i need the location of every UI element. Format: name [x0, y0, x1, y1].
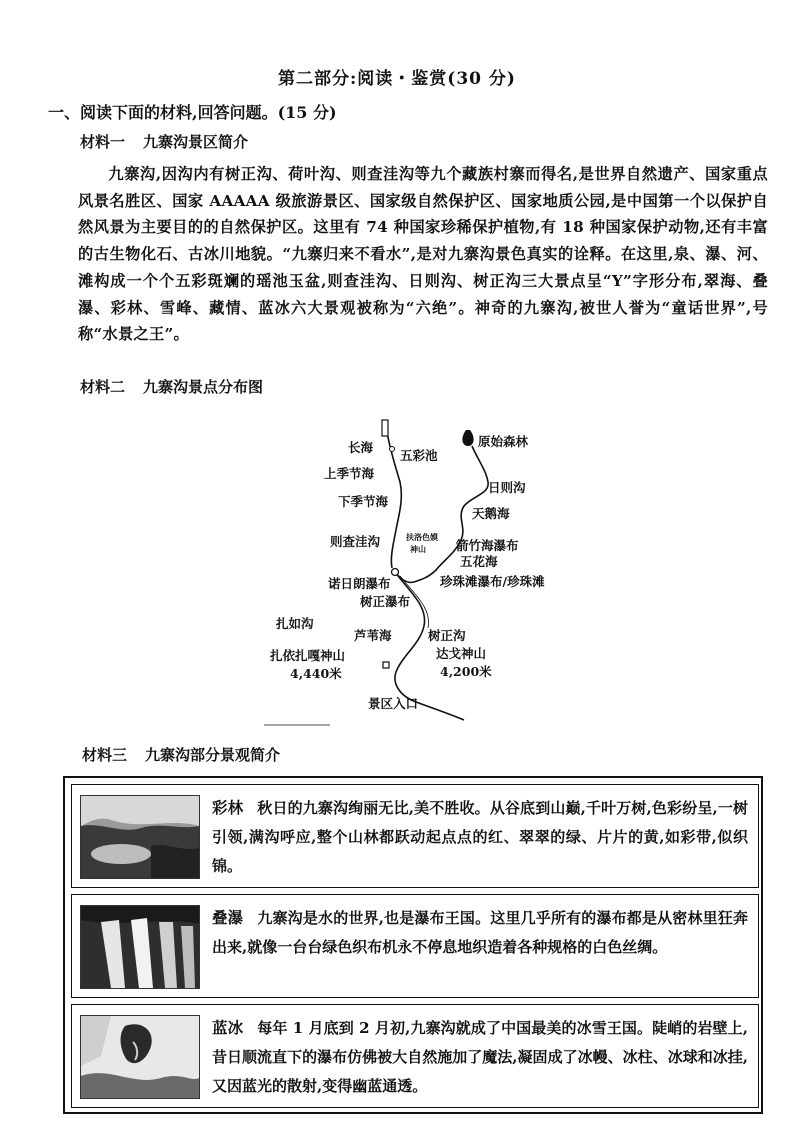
material2-heading	[80, 376, 281, 397]
nuorilang-marker	[392, 569, 399, 576]
label-xiajijie: 下季节海	[338, 494, 389, 509]
label-shenshan-2: 神山	[410, 544, 426, 554]
material2-label: 材料二	[80, 378, 126, 396]
scene-text	[212, 793, 748, 881]
label-wuhua: 五花海	[460, 554, 498, 569]
label-zhenzhu: 珍珠滩瀑布/珍珠滩	[440, 574, 545, 589]
material1-text: 九寨沟,因沟内有树正沟、荷叶沟、则查洼沟等九个藏族村寨而得名,是世界自然遗产、国家重点风景名胜区、国家 AAAAA 级旅游景区、国家级自然保护区、国家地质公园,是中国第一个以保护自然风景为主要目的的自然保护区。这里有 74 种国家珍稀保护植物,有 18 种国家保护动物,还有丰富的古生物化石、古冰川地貌。“九寨归来不看水”,是对九寨沟景色真实的诠释。在这里,泉、瀑、河、滩构成一个个五彩斑斓的瑶池玉盆,则查洼沟、日则沟、树正沟三大景点呈“Y”字形分布,翠海、叠瀑、彩林、雪峰、藏情、蓝冰六大景观被称为“六绝”。神奇的九寨沟,被世人誉为“童话世界”,号称“水景之王”。	[78, 165, 768, 344]
label-zhayi-height: 4,440米	[290, 666, 342, 681]
entrance-marker	[383, 662, 389, 668]
material3-label: 材料三	[82, 746, 128, 764]
label-nuorilang: 诺日朗瀑布	[328, 576, 391, 591]
label-wucaichi: 五彩池	[400, 448, 438, 463]
changhai-marker	[382, 420, 388, 436]
label-jianzhu: 箭竹海瀑布	[456, 538, 519, 553]
label-luwei: 芦苇海	[354, 628, 392, 643]
scene-desc: 秋日的九寨沟绚丽无比,美不胜收。从谷底到山巅,千叶万树,色彩纷呈,一树引领,满沟呼应,整个山林都跃动起点点的红、翠翠的绿、片片的黄,如彩带,似织锦。	[212, 799, 748, 875]
label-shangjijie: 上季节海	[324, 466, 375, 481]
label-shuzheng-pubu: 树正瀑布	[360, 594, 411, 609]
scenic-spot-map	[250, 410, 580, 730]
part-title: 第二部分:阅读・鉴赏(30 分)	[278, 69, 516, 89]
label-rize: 日则沟	[488, 480, 526, 495]
label-dage-mountain: 达戈神山	[436, 646, 487, 661]
colored-forest-photo	[80, 795, 200, 879]
scene-text	[212, 1013, 748, 1101]
scene-desc: 每年 1 月底到 2 月初,九寨沟就成了中国最美的冰雪王国。陡峭的岩壁上,昔日顺流直下的瀑布仿佛被大自然施加了魔法,凝固成了冰幔、冰柱、冰球和冰挂,又因蓝光的散射,变得幽蓝通透。	[212, 1019, 748, 1095]
label-yuanshi-forest: 原始森林	[478, 434, 529, 449]
material1-label: 材料一	[80, 133, 126, 151]
blue-ice-photo	[80, 1015, 200, 1099]
scene-name: 蓝冰	[212, 1018, 244, 1037]
question-title: 一、阅读下面的材料,回答问题。(15 分)	[48, 103, 337, 122]
scene-row	[71, 784, 759, 888]
scene-desc: 九寨沟是水的世界,也是瀑布王国。这里几乎所有的瀑布都是从密林里狂奔出来,就像一台台绿色织布机永不停息地织造着各种规格的白色丝绸。	[212, 909, 748, 956]
waterfall-photo	[80, 905, 200, 989]
label-shenshan-1: 扶洛色嫫	[406, 532, 438, 542]
label-zhayi-mountain: 扎依扎嘎神山	[270, 648, 346, 663]
wucaichi-marker	[390, 447, 395, 452]
scene-name: 彩林	[212, 798, 244, 817]
label-changhai: 长海	[348, 440, 374, 455]
scene-row	[71, 1004, 759, 1108]
material3-title: 九寨沟部分景观简介	[145, 746, 281, 764]
scene-row	[71, 894, 759, 998]
material3-heading	[82, 744, 298, 765]
label-zechawa: 则查洼沟	[330, 534, 381, 549]
scene-name: 叠瀑	[212, 908, 244, 927]
label-shuzheng-gou: 树正沟	[428, 628, 466, 643]
material1-heading	[80, 131, 266, 152]
scene-text	[212, 903, 748, 962]
scene-table	[63, 776, 763, 1114]
label-tiane: 天鹅海	[472, 506, 510, 521]
label-dage-height: 4,200米	[440, 664, 492, 679]
label-zharu: 扎如沟	[276, 616, 314, 631]
label-entrance: 景区入口	[368, 696, 419, 711]
material1-title: 九寨沟景区简介	[143, 133, 249, 151]
material2-title: 九寨沟景点分布图	[143, 378, 264, 396]
forest-marker	[462, 430, 473, 446]
